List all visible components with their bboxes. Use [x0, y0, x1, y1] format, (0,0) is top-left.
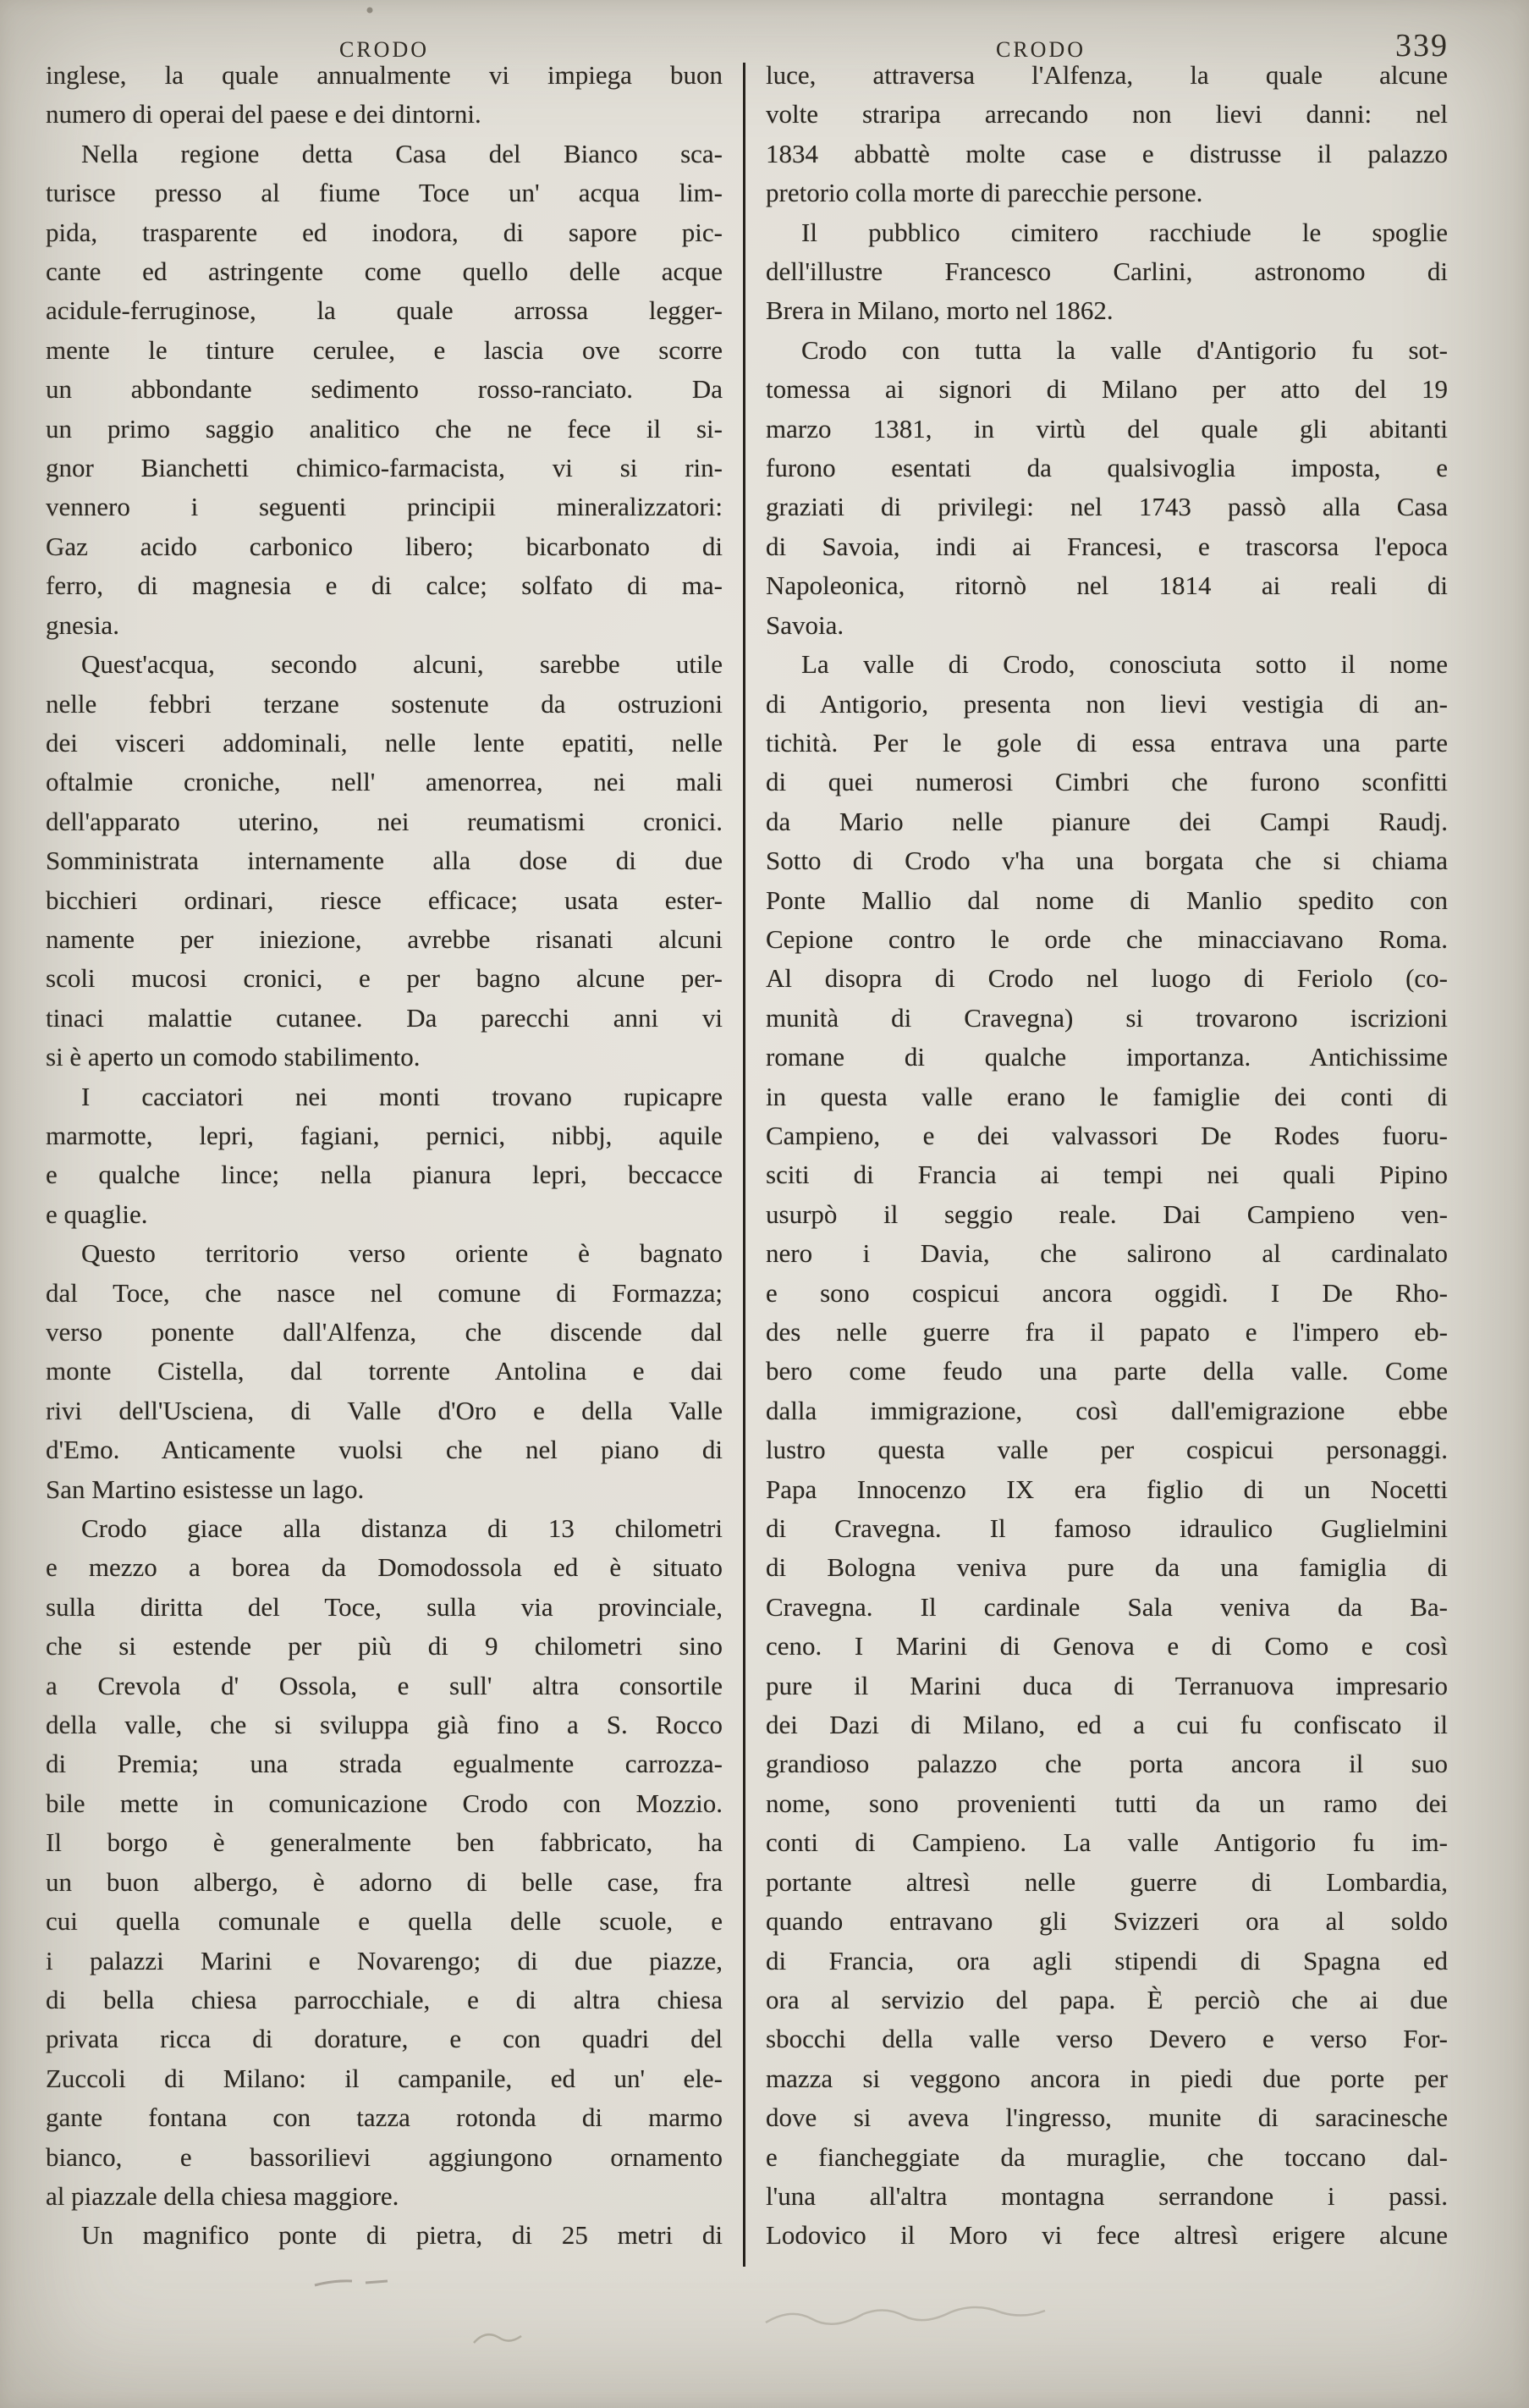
text-line: Nella regione detta Casa del Bianco sca-	[81, 138, 723, 168]
ink-speck	[367, 8, 373, 14]
text-line: Cepione contro le orde che minacciavano Roma.	[766, 923, 1448, 954]
paragraph	[46, 56, 723, 135]
text-line: della valle, che si sviluppa già fino a S. Rocco	[46, 1710, 723, 1740]
text-line: pida, trasparente ed inodora, di sapore pic-	[46, 217, 723, 247]
text-line: I cacciatori nei monti trovano rupicapre	[81, 1081, 723, 1111]
text-line: Al disopra di Crodo nel luogo di Feriolo (co-	[766, 963, 1448, 994]
paragraph	[46, 645, 723, 1077]
text-line: i palazzi Marini e Novarengo; di due piazze,	[46, 1945, 723, 1975]
text-line: un abbondante sedimento rosso-ranciato. Da	[46, 374, 723, 405]
text-line: lustro questa valle per cospicui personaggi.	[766, 1435, 1448, 1465]
text-line: di Cravegna. Il famoso idraulico Guglielmini	[766, 1513, 1448, 1544]
text-line: e mezzo a borea da Domodossola ed è situato	[46, 1552, 723, 1583]
pencil-mark-right	[766, 2307, 1045, 2324]
text-line: un buon albergo, è adorno di belle case, fra	[46, 1866, 723, 1897]
text-line: Gaz acido carbonico libero; bicarbonato di	[46, 531, 723, 561]
running-head-left: CRODO	[338, 37, 429, 62]
text-line: rivi dell'Usciena, di Valle d'Oro e della Valle	[46, 1395, 723, 1425]
text-line: romane di qualche importanza. Antichissime	[766, 1042, 1448, 1072]
pencil-mark-center	[474, 2334, 521, 2343]
text-line: e fiancheggiate da muraglie, che toccano dal-	[766, 2141, 1448, 2172]
paragraph	[766, 213, 1448, 331]
text-line: La valle di Crodo, conosciuta sotto il nome	[801, 649, 1448, 680]
text-line: dove si aveva l'ingresso, munite di saracinesche	[766, 2102, 1448, 2133]
text-line: des nelle guerre fra il papato e l'impero eb-	[766, 1317, 1448, 1347]
text-line: nome, sono provenienti tutti da un ramo dei	[766, 1788, 1448, 1818]
text-line: turisce presso al fiume Toce un' acqua lim-	[46, 178, 723, 208]
paragraph	[766, 645, 1448, 2256]
text-line: che si estende per più di 9 chilometri sino	[46, 1631, 723, 1661]
page-number: 339	[1395, 28, 1449, 63]
text-line: conti di Campieno. La valle Antigorio fu im-	[766, 1827, 1448, 1858]
text-line: namente per iniezione, avrebbe risanati alcuni	[46, 923, 723, 954]
text-line: Crodo giace alla distanza di 13 chilometri	[81, 1513, 723, 1544]
text-line: al piazzale della chiesa maggiore.	[46, 2180, 399, 2211]
text-line: Papa Innocenzo IX era figlio di un Nocetti	[766, 1474, 1448, 1504]
running-head-right: CRODO	[995, 37, 1086, 62]
text-line: verso ponente dall'Alfenza, che discende dal	[46, 1317, 723, 1347]
text-line: Un magnifico ponte di pietra, di 25 metri di	[81, 2220, 723, 2251]
text-line: numero di operai del paese e dei dintorni.	[46, 99, 481, 129]
paragraph	[46, 1077, 723, 1235]
text-line: dal Toce, che nasce nel comune di Formazza;	[46, 1277, 723, 1308]
text-line: quando entravano gli Svizzeri ora al soldo	[766, 1906, 1448, 1937]
text-line: da Mario nelle pianure dei Campi Raudj.	[766, 806, 1448, 836]
text-line: usurpò il seggio reale. Dai Campieno ven-	[766, 1198, 1448, 1229]
text-line: dalla immigrazione, così dall'emigrazione ebbe	[766, 1395, 1448, 1425]
text-line: e quaglie.	[46, 1198, 148, 1229]
text-line: Quest'acqua, secondo alcuni, sarebbe utile	[81, 649, 723, 680]
text-line: sbocchi della valle verso Devero e verso For-	[766, 2024, 1448, 2054]
text-line: e sono cospicui ancora oggidì. I De Rho-	[766, 1277, 1448, 1308]
text-line: di bella chiesa parrocchiale, e di altra chiesa	[46, 1984, 723, 2014]
text-line: munità di Cravegna) si trovarono iscrizioni	[766, 1002, 1448, 1033]
paragraph	[46, 1234, 723, 1509]
text-line: e qualche lince; nella pianura lepri, beccacce	[46, 1160, 723, 1190]
text-line: d'Emo. Anticamente vuolsi che nel piano di	[46, 1435, 723, 1465]
text-line: di Bologna veniva pure da una famiglia di	[766, 1552, 1448, 1583]
text-line: dell'apparato uterino, nei reumatismi cronici.	[46, 806, 723, 836]
text-line: di Antigorio, presenta non lievi vestigia di an-	[766, 688, 1448, 719]
text-line: un primo saggio analitico che ne fece il si-	[46, 413, 723, 444]
text-line: furono esentati da qualsivoglia imposta, e	[766, 453, 1448, 483]
paragraph	[46, 135, 723, 645]
column-right	[766, 56, 1448, 2256]
text-line: Campieno, e dei valvassori De Rodes fuoru-	[766, 1120, 1448, 1150]
text-line: tinaci malattie cutanee. Da parecchi anni vi	[46, 1002, 723, 1033]
text-line: Cravegna. Il cardinale Sala veniva da Ba-	[766, 1591, 1448, 1622]
text-line: si è aperto un comodo stabilimento.	[46, 1042, 421, 1072]
text-line: Il pubblico cimitero racchiude le spoglie	[801, 217, 1448, 247]
text-line: di Savoia, indi ai Francesi, e trascorsa l'epoca	[766, 531, 1448, 561]
text-line: in questa valle erano le famiglie dei conti di	[766, 1081, 1448, 1111]
text-line: gante fontana con tazza rotonda di marmo	[46, 2102, 723, 2133]
text-line: portante altresì nelle guerre di Lombardia,	[766, 1866, 1448, 1897]
text-line: mente le tinture cerulee, e lascia ove scorre	[46, 334, 723, 365]
text-line: bicchieri ordinari, riesce efficace; usata ester-	[46, 884, 723, 915]
text-line: bero come feudo una parte della valle. Come	[766, 1356, 1448, 1386]
text-line: dei Dazi di Milano, ed a cui fu confiscato il	[766, 1710, 1448, 1740]
text-line: Napoleonica, ritornò nel 1814 ai reali di	[766, 570, 1448, 601]
text-line: scoli mucosi cronici, e per bagno alcune per-	[46, 963, 723, 994]
paragraph	[766, 56, 1448, 213]
text-line: San Martino esistesse un lago.	[46, 1474, 365, 1504]
text-line: Brera in Milano, morto nel 1862.	[766, 295, 1114, 326]
text-line: tomessa ai signori di Milano per atto del 19	[766, 374, 1448, 405]
text-line: Lodovico il Moro vi fece altresì erigere alcune	[766, 2220, 1448, 2251]
text-line: gnor Bianchetti chimico-farmacista, vi si rin-	[46, 453, 723, 483]
text-line: Sotto di Crodo v'ha una borgata che si chiama	[766, 846, 1448, 876]
text-line: 1834 abbattè molte case e distrusse il palazzo	[766, 138, 1448, 168]
text-line: cante ed astringente come quello delle acque	[46, 256, 723, 287]
text-line: pure il Marini duca di Terranuova impresario	[766, 1670, 1448, 1700]
text-line: marmotte, lepri, fagiani, pernici, nibbj, aquile	[46, 1120, 723, 1150]
text-line: pretorio colla morte di parecchie persone.	[766, 178, 1203, 208]
text-line: ceno. I Marini di Genova e di Como e così	[766, 1631, 1448, 1661]
text-line: di Francia, ora agli stipendi di Spagna ed	[766, 1945, 1448, 1975]
text-line: l'una all'altra montagna serrandone i passi.	[766, 2180, 1448, 2211]
column-divider-rule	[743, 63, 745, 2267]
text-line: Ponte Mallio dal nome di Manlio spedito con	[766, 884, 1448, 915]
text-line: volte straripa arrecando non lievi danni: nel	[766, 99, 1448, 129]
text-line: di quei numerosi Cimbri che furono sconfitti	[766, 767, 1448, 797]
text-line: luce, attraversa l'Alfenza, la quale alcune	[766, 60, 1448, 90]
column-left	[46, 56, 723, 2256]
text-line: dei visceri addominali, nelle lente epatiti, nelle	[46, 727, 723, 758]
text-line: monte Cistella, dal torrente Antolina e dai	[46, 1356, 723, 1386]
text-line: dell'illustre Francesco Carlini, astronomo di	[766, 256, 1448, 287]
text-line: Somministrata internamente alla dose di due	[46, 846, 723, 876]
text-line: sciti di Francia ai tempi nei quali Pipino	[766, 1160, 1448, 1190]
text-line: tichità. Per le gole di essa entrava una parte	[766, 727, 1448, 758]
text-line: mazza si veggono ancora in piedi due porte per	[766, 2063, 1448, 2093]
text-line: sulla diritta del Toce, sulla via provinciale,	[46, 1591, 723, 1622]
text-line: Questo territorio verso oriente è bagnato	[81, 1238, 723, 1269]
text-line: cui quella comunale e quella delle scuole, e	[46, 1906, 723, 1937]
text-line: Il borgo è generalmente ben fabbricato, ha	[46, 1827, 723, 1858]
text-line: nero i Davia, che salirono al cardinalato	[766, 1238, 1448, 1269]
text-line: marzo 1381, in virtù del quale gli abitanti	[766, 413, 1448, 444]
pencil-mark-left	[315, 2281, 388, 2285]
text-line: di Premia; una strada egualmente carrozza-	[46, 1749, 723, 1779]
text-line: Zuccoli di Milano: il campanile, ed un' ele-	[46, 2063, 723, 2093]
text-line: Savoia.	[766, 609, 844, 640]
paragraph	[766, 331, 1448, 645]
text-line: vennero i seguenti principii mineralizzatori:	[46, 492, 723, 522]
text-line: bile mette in comunicazione Crodo con Mozzio.	[46, 1788, 723, 1818]
text-line: ferro, di magnesia e di calce; solfato di ma-	[46, 570, 723, 601]
text-line: inglese, la quale annualmente vi impiega buon	[46, 60, 723, 90]
text-line: a Crevola d' Ossola, e sull' altra consortile	[46, 1670, 723, 1700]
text-line: ora al servizio del papa. È perciò che ai due	[766, 1984, 1448, 2014]
paragraph	[46, 1509, 723, 2216]
text-line: grandioso palazzo che porta ancora il suo	[766, 1749, 1448, 1779]
text-line: acidule-ferruginose, la quale arrossa legger-	[46, 295, 723, 326]
text-line: bianco, e bassorilievi aggiungono ornamento	[46, 2141, 723, 2172]
text-line: privata ricca di dorature, e con quadri del	[46, 2024, 723, 2054]
text-line: oftalmie croniche, nell' amenorrea, nei mali	[46, 767, 723, 797]
text-line: gnesia.	[46, 609, 119, 640]
text-line: graziati di privilegi: nel 1743 passò alla Casa	[766, 492, 1448, 522]
text-line: Crodo con tutta la valle d'Antigorio fu sot-	[801, 334, 1448, 365]
paragraph	[46, 2216, 723, 2255]
text-line: nelle febbri terzane sostenute da ostruzioni	[46, 688, 723, 719]
